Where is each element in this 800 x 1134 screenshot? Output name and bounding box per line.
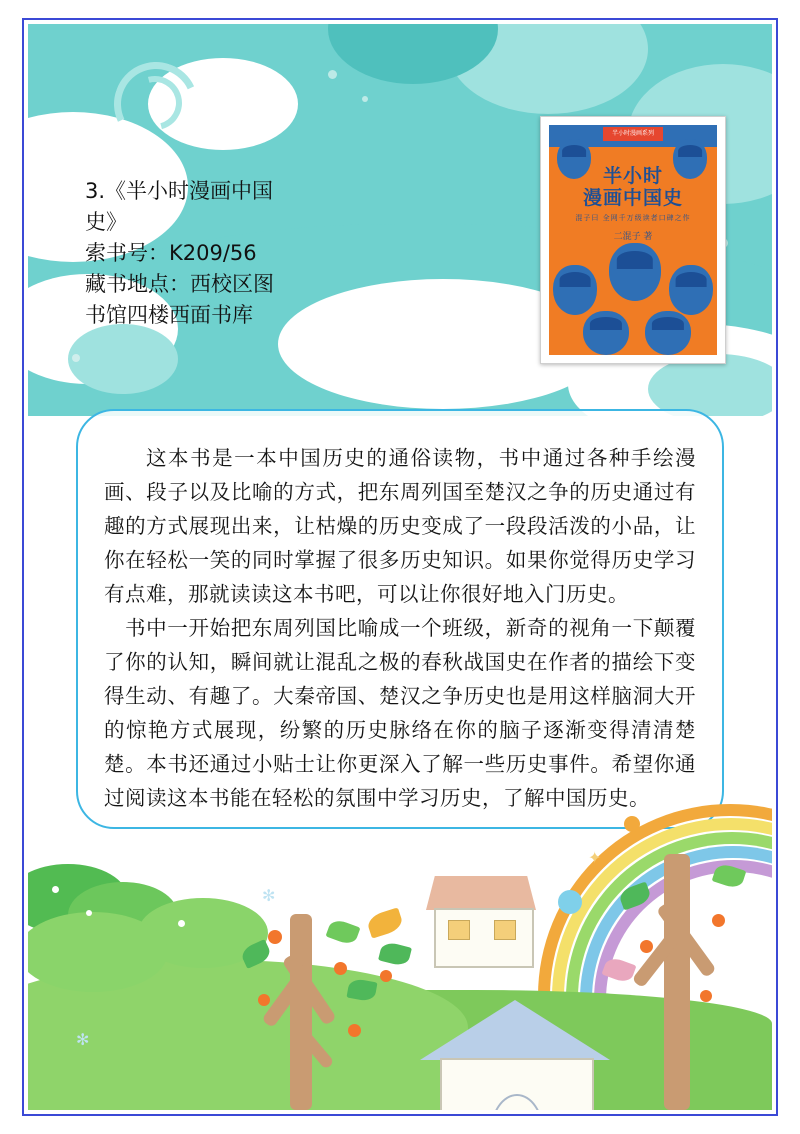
review-paragraph-2: 书中一开始把东周列国比喻成一个班级，新奇的视角一下颠覆了你的认知，瞬间就让混乱之极的春秋战国史在作者的描绘下变得生动、有趣了。大秦帝国、楚汉之争历史也是用这样脑洞大开的惊艳方式展现，纷繁的历史脉络在你的脑子逐渐变得清清楚楚。本书还通过小贴士让你更深入了解一些历史事件。希望你通过阅读这本书能在轻松的氛围中学习历史，了解中国历史。: [104, 616, 696, 810]
book-cover-title-line1: 半小时: [602, 165, 663, 187]
book-cover-title-line2: 漫画中国史: [582, 187, 683, 209]
book-cover-ribbon: 半小时漫画系列: [603, 127, 663, 141]
snowflake-icon: ✻: [76, 1030, 90, 1049]
page-border: [22, 18, 778, 1116]
book-info-line-5: 书馆四楼西面书库: [85, 303, 253, 327]
book-info-line-4: 藏书地点：西校区图: [85, 272, 274, 296]
book-cover-author: 二混子 著: [613, 232, 653, 242]
review-paragraph-1: 这本书是一本中国历史的通俗读物，书中通过各种手绘漫画、段子以及比喻的方式，把东周列国至楚汉之争的历史通过有趣的方式展现出来，让枯燥的历史变成了一段段活泼的小品，让你在轻松一笑的同时掌握了很多历史知识。如果你觉得历史学习有点难，那就读读这本书吧，可以让你很好地入门历史。: [104, 446, 696, 606]
book-info-line-1: 3.《半小时漫画中国: [85, 179, 274, 203]
sparkle-icon: ✦: [588, 848, 602, 867]
book-cover-subtitle: 混子曰 全网千万级读者口碑之作: [575, 214, 691, 222]
snowflake-icon: ✻: [262, 886, 276, 905]
book-info-line-2: 史》: [85, 210, 127, 234]
book-info-line-3: 索书号：K209/56: [85, 241, 257, 265]
